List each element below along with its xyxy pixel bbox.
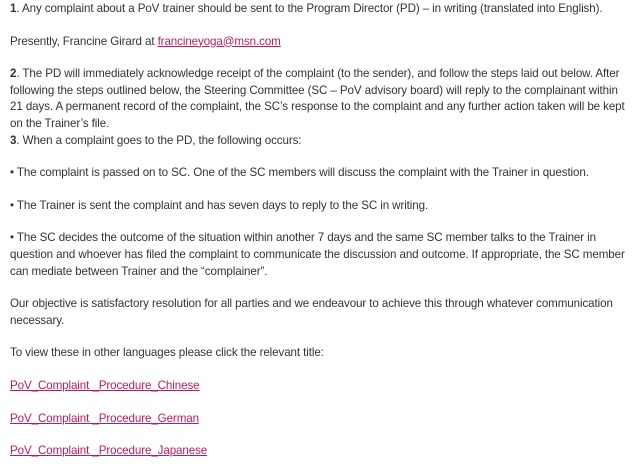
language-link-item [10,411,632,428]
contact-prefix: Presently, Francine Girard at [10,34,158,48]
step-3-paragraph [10,133,632,150]
bullet-item: • The SC decides the outcome of the situation within another 7 days and the same SC member talks to the Trainer in question and whoever has filed the complaint to communicate the discussion and outcome. If appropriate, the SC member can mediate between Trainer and the “complainer”. [10,231,625,278]
objective-paragraph: Our objective is satisfactory resolution for all parties and we endeavour to achieve this through whatever communication necessary. [10,297,613,327]
step-3-text: . When a complaint goes to the PD, the following occurs: [16,133,302,147]
contact-email-link[interactable]: francineyoga@msn.com [157,34,281,48]
step-1-number: 1 [10,2,17,15]
languages-intro: To view these in other languages please click the relevant title: [10,346,324,360]
step-2-paragraph [10,66,632,132]
german-procedure-link[interactable]: PoV_Complaint _Procedure_German [10,411,199,425]
chinese-procedure-link[interactable]: PoV_Complaint _Procedure_Chinese [10,378,200,392]
step-1-text: . Any complaint about a PoV trainer should be sent to the Program Director (PD) – in writing (translated into English). [16,2,603,15]
complaint-procedure-article [10,0,632,460]
contact-paragraph [10,34,632,51]
bullet-item: • The complaint is passed on to SC. One of the SC members will discuss the complaint with the Trainer in question. [10,166,589,180]
step-2-number: 2 [10,67,17,81]
language-link-item [10,443,632,460]
japanese-procedure-link[interactable]: PoV_Complaint _Procedure_Japanese [10,444,208,458]
language-link-item [10,378,632,395]
step-1-paragraph [10,1,632,18]
step-3-number: 3 [10,133,17,147]
bullet-item: • The Trainer is sent the complaint and has seven days to reply to the SC in writing. [10,198,429,212]
step-2-text: . The PD will immediately acknowledge receipt of the complaint (to the sender), and follow the steps laid out below. After following the steps outlined below, the Steering Committee (SC – PoV advisory board) will reply to the complainant within 21 days. A permanent record of the complaint, the SC’s response to the complaint and any further action taken will be kept on the Trainer’s file. [10,67,625,130]
